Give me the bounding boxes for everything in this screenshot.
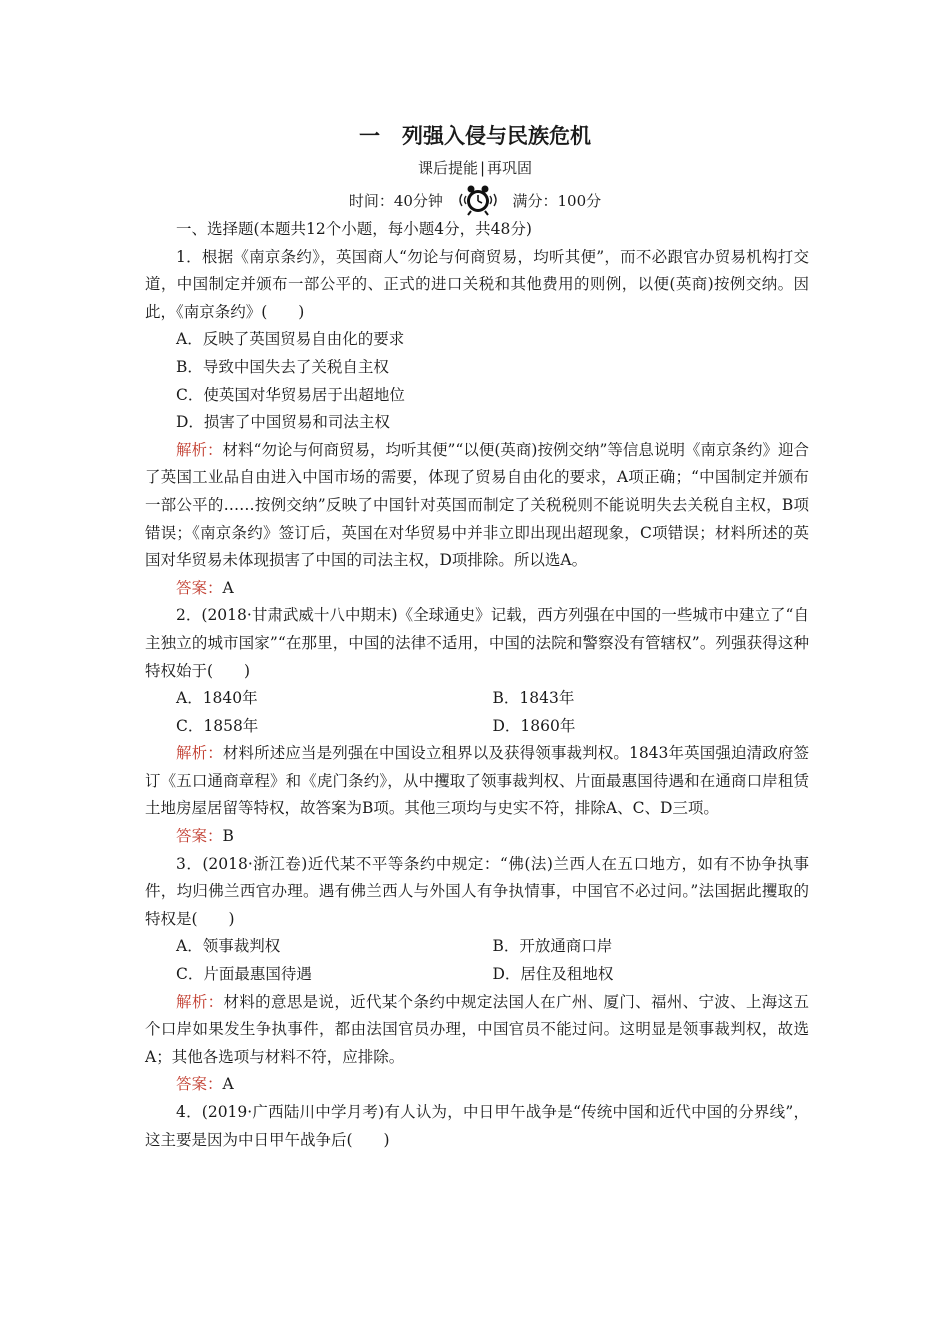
option-row bbox=[145, 713, 809, 741]
option: D．1860年 bbox=[492, 716, 576, 735]
answer-label: 答案： bbox=[176, 578, 223, 597]
option: A．1840年 bbox=[176, 689, 258, 708]
question-stem: 2．(2018·甘肃武威十八中期末)《全球通史》记载，西方列强在中国的一些城市中建立了“自主独立的城市国家”“在那里，中国的法律不适用，中国的法院和警察没有管辖权”。列强获得这种特权始于( ) bbox=[145, 606, 809, 680]
option: C．使英国对华贸易居于出超地位 bbox=[176, 385, 405, 404]
exam-meta bbox=[0, 184, 950, 220]
analysis-label: 解析： bbox=[176, 744, 223, 763]
subtitle-right: 再巩固 bbox=[487, 159, 533, 177]
option: C．1858年 bbox=[176, 716, 259, 735]
subtitle bbox=[0, 157, 950, 178]
answer-label: 答案： bbox=[176, 1075, 223, 1094]
option: B．1843年 bbox=[492, 689, 575, 708]
chapter-title: 列强入侵与民族危机 bbox=[402, 124, 591, 148]
option: A．反映了英国贸易自由化的要求 bbox=[176, 330, 405, 349]
option: D．损害了中国贸易和司法主权 bbox=[176, 413, 390, 432]
option-row bbox=[145, 685, 809, 713]
chapter-number: 一 bbox=[359, 124, 380, 148]
time-limit: 时间：40分钟 bbox=[348, 192, 443, 210]
section-heading: 一、选择题(本题共12个小题，每小题4分，共48分) bbox=[176, 220, 532, 238]
answer-label: 答案： bbox=[176, 827, 223, 846]
answer-value: A bbox=[222, 578, 234, 597]
analysis-text: 材料的意思是说，近代某个条约中规定法国人在广州、厦门、福州、宁波、上海这五个口岸如果发生争执事件，都由法国官员办理，中国官员不能过问。这明显是领事裁判权，故选A；其他各选项与材料不符，应排除。 bbox=[145, 992, 809, 1066]
analysis bbox=[145, 740, 809, 823]
analysis-text: 材料“勿论与何商贸易，均听其便”“以便(英商)按例交纳”等信息说明《南京条约》迎合了英国工业品自由进入中国市场的需要，体现了贸易自由化的要求，A项正确；“中国制定并颁布一部公平的……按例交纳”反映了中国针对英国而制定了关税税则不能说明失去关税自主权，B项错误；《南京条约》签订后，英国在对华贸易中并非立即出现出超现象，C项错误；材料所述的英国对华贸易未体现损害了中国的司法主权，D项排除。所以选A。 bbox=[145, 440, 809, 570]
subtitle-left: 课后提能 bbox=[417, 159, 478, 177]
option: B．开放通商口岸 bbox=[492, 937, 613, 956]
subtitle-separator: | bbox=[479, 159, 486, 177]
option-row bbox=[145, 961, 809, 989]
question-stem: 4．(2019·广西陆川中学月考)有人认为，中日甲午战争是“传统中国和近代中国的分界线”，这主要是因为中日甲午战争后( ) bbox=[145, 1103, 809, 1149]
analysis bbox=[145, 437, 809, 575]
analysis-label: 解析： bbox=[176, 992, 224, 1011]
analysis bbox=[145, 989, 809, 1072]
full-score: 满分：100分 bbox=[512, 192, 602, 210]
option-row bbox=[145, 933, 809, 961]
option: A．领事裁判权 bbox=[176, 937, 281, 956]
option: B．导致中国失去了关税自主权 bbox=[176, 357, 389, 376]
answer-value: A bbox=[222, 1075, 234, 1094]
answer bbox=[145, 575, 809, 603]
option: D．居住及租地权 bbox=[492, 965, 614, 984]
answer bbox=[145, 823, 809, 851]
question-stem: 1．根据《南京条约》，英国商人“勿论与何商贸易，均听其便”，而不必跟官办贸易机构打交道，中国制定并颁布一部公平的、正式的进口关税和其他费用的则例，以便(英商)按例交纳。因此，《南京条约》( ) bbox=[145, 247, 809, 321]
analysis-text: 材料所述应当是列强在中国设立租界以及获得领事裁判权。1843年英国强迫清政府签订《五口通商章程》和《虎门条约》，从中攫取了领事裁判权、片面最惠国待遇和在通商口岸租赁土地房屋居留等特权，故答案为B项。其他三项均与史实不符，排除A、C、D三项。 bbox=[145, 744, 809, 818]
alarm-clock-icon bbox=[456, 184, 500, 220]
answer bbox=[145, 1071, 809, 1099]
answer-value: B bbox=[222, 827, 234, 846]
analysis-label: 解析： bbox=[176, 440, 223, 459]
question-stem: 3．(2018·浙江卷)近代某不平等条约中规定：“佛(法)兰西人在五口地方，如有不协争执事件，均归佛兰西官办理。遇有佛兰西人与外国人有争执情事，中国官不必过问。”法国据此攫取的特权是( ) bbox=[145, 854, 809, 928]
option: C．片面最惠国待遇 bbox=[176, 965, 312, 984]
page-title bbox=[0, 120, 950, 150]
question-content bbox=[145, 216, 809, 1154]
